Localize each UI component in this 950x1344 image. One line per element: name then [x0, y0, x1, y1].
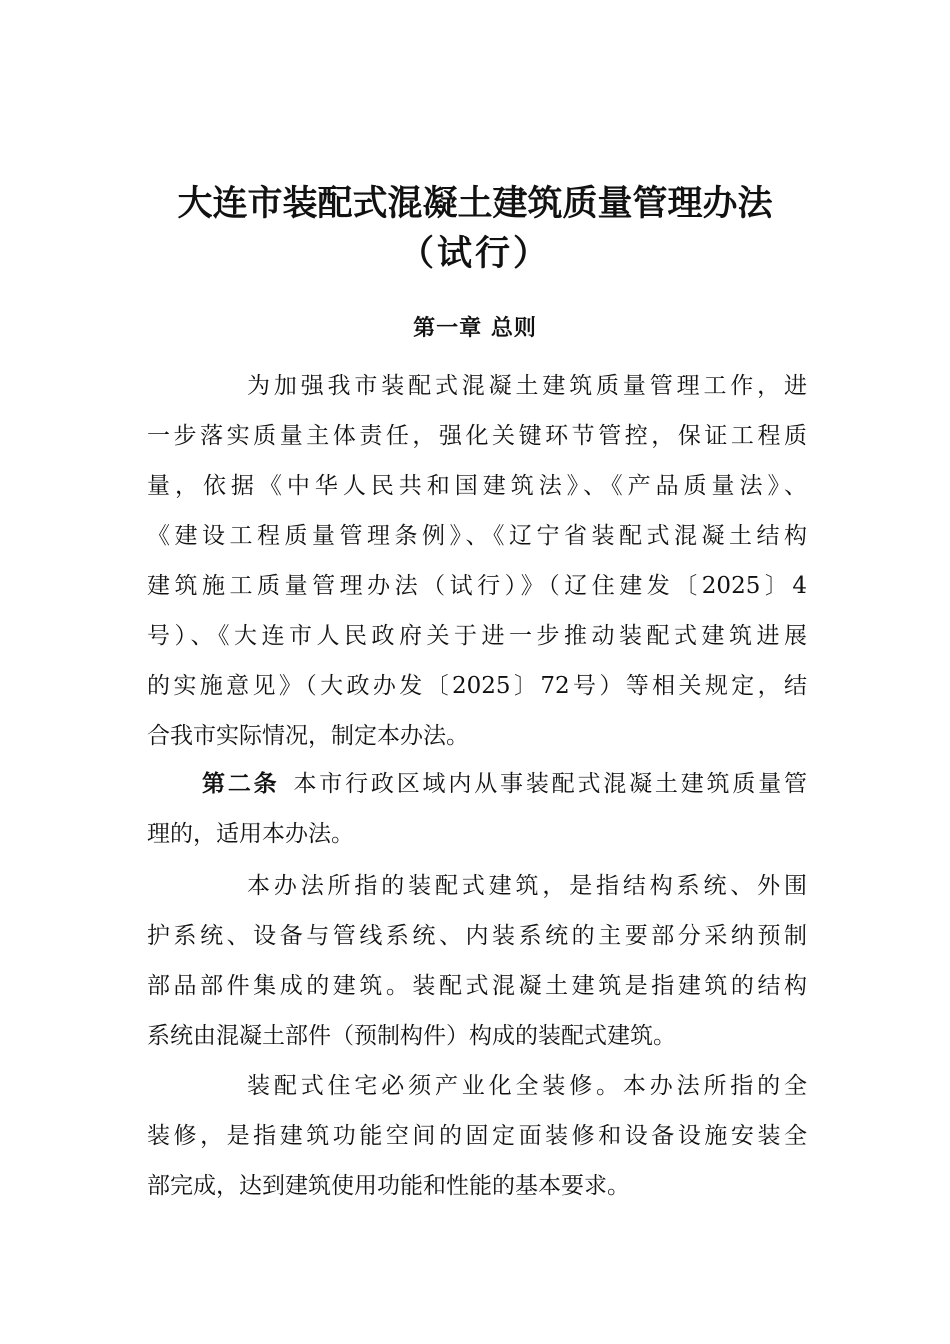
document-title-suffix: （试行） [398, 234, 551, 274]
paragraph-line: 一步落实质量主体责任，强化关键环节管控，保证工程质 [147, 423, 807, 449]
paragraph-line: 本办法所指的装配式建筑，是指结构系统、外围 [247, 873, 807, 899]
document-title: 大连市装配式混凝土建筑质量管理办法 [177, 184, 773, 224]
paragraph-line: 号）、《大连市人民政府关于进一步推动装配式建筑进展 [147, 623, 807, 649]
paragraph-line: 系统由混凝土部件（预制构件）构成的装配式建筑。 [147, 1023, 676, 1049]
paragraph-line: 部完成，达到建筑使用功能和性能的基本要求。 [147, 1173, 630, 1199]
paragraph-line: 理的，适用本办法。 [147, 821, 354, 847]
paragraph-line: 为加强我市装配式混凝土建筑质量管理工作，进 [247, 373, 807, 399]
paragraph-line: 建筑施工质量管理办法（试行）》（辽住建发〔2025〕4 [147, 573, 807, 599]
paragraph-line: 装修，是指建筑功能空间的固定面装修和设备设施安装全 [147, 1123, 807, 1149]
paragraph-line: 的实施意见》（大政办发〔2025〕72号）等相关规定，结 [147, 673, 807, 699]
chapter-heading: 第一章 总则 [413, 316, 537, 341]
article-text: 本市行政区域内从事装配式混凝土建筑质量管 [293, 771, 808, 797]
article-label: 第二条 [202, 771, 280, 797]
paragraph-line: 《建设工程质量管理条例》、《辽宁省装配式混凝土结构 [147, 523, 807, 549]
paragraph-line: 量，依据《中华人民共和国建筑法》、《产品质量法》、 [147, 473, 807, 499]
article-2-line [202, 759, 807, 809]
paragraph-line: 部品部件集成的建筑。装配式混凝土建筑是指建筑的结构 [147, 973, 807, 999]
paragraph-line: 装配式住宅必须产业化全装修。本办法所指的全 [247, 1073, 807, 1099]
paragraph-line: 合我市实际情况，制定本办法。 [147, 723, 469, 749]
paragraph-line: 护系统、设备与管线系统、内装系统的主要部分采纳预制 [147, 923, 807, 949]
